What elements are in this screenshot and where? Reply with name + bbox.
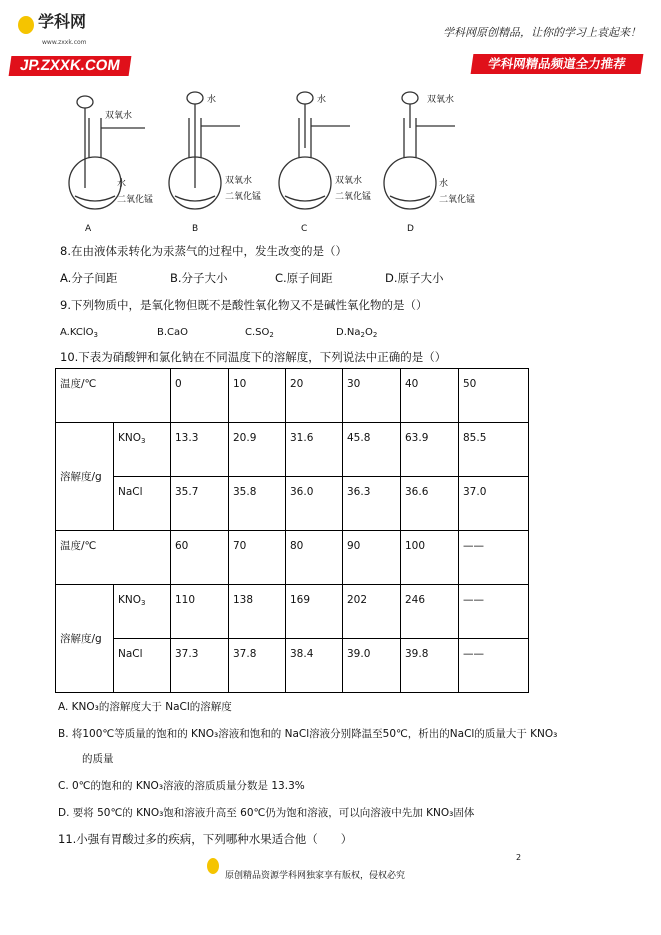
- table-cell: 202: [343, 585, 401, 639]
- q9-stem: 9.下列物质中，是氧化物但既不是酸性氧化物又不是碱性氧化物的是（）: [60, 298, 428, 312]
- table-cell: 37.8: [229, 639, 286, 693]
- q8-option-b[interactable]: B.分子大小: [170, 271, 228, 285]
- q10-option-d[interactable]: D. 要将 50℃的 KNO₃饱和溶液升高至 60℃仍为饱和溶液，可以向溶液中先加 KNO₃固体: [58, 807, 475, 819]
- table-cell: 40: [401, 369, 459, 423]
- table-cell: 35.8: [229, 477, 286, 531]
- reagent-label: 二氧化锰: [439, 195, 475, 205]
- solubility-table: [55, 368, 529, 693]
- q9-option-c[interactable]: $C.SO_2$: [245, 327, 274, 339]
- table-cell: NaCl: [114, 639, 171, 693]
- q10-option-c[interactable]: C. 0℃的饱和的 KNO₃溶液的溶质质量分数是 13.3%: [58, 780, 305, 792]
- temp-header: 温度/℃: [56, 369, 171, 423]
- table-row: [56, 531, 529, 585]
- table-cell: 溶解度/g: [56, 585, 114, 693]
- reagent-label: 水: [439, 179, 449, 189]
- table-row: [56, 423, 529, 477]
- table-cell: 30: [343, 369, 401, 423]
- figure-label: A: [85, 224, 92, 234]
- q8-option-a[interactable]: A.分子间距: [60, 271, 118, 285]
- logo-name: 学科网: [38, 12, 87, 31]
- table-row: [56, 477, 529, 531]
- figure-label: B: [192, 224, 199, 234]
- table-cell: 37.3: [171, 639, 229, 693]
- q8-option-c[interactable]: C.原子间距: [275, 271, 333, 285]
- table-cell: NaCl: [114, 477, 171, 531]
- table-cell: 63.9: [401, 423, 459, 477]
- table-cell: $KNO_3$: [114, 585, 171, 639]
- page-number: 2: [516, 853, 522, 862]
- table-cell: 100: [401, 531, 459, 585]
- logo-url: www.zxxk.com: [42, 39, 87, 46]
- site-logo: [12, 12, 102, 48]
- table-cell: 0: [171, 369, 229, 423]
- table-cell: 110: [171, 585, 229, 639]
- mascot-icon: [207, 858, 219, 874]
- table-cell: 60: [171, 531, 229, 585]
- table-cell: 70: [229, 531, 286, 585]
- table-cell: ——: [459, 585, 529, 639]
- slogan: 学科网原创精品，让你的学习上袁起来！: [443, 26, 641, 39]
- q9-option-d[interactable]: $D.Na_2O_2$: [336, 327, 378, 339]
- q9-option-b[interactable]: B.CaO: [157, 327, 189, 338]
- table-cell: 20.9: [229, 423, 286, 477]
- reagent-label: 二氧化锰: [225, 192, 262, 202]
- table-cell: 246: [401, 585, 459, 639]
- mascot-icon: [18, 16, 34, 34]
- copyright-footer: 原创精品资源学科网独家享有版权，侵权必究: [225, 871, 406, 881]
- apparatus-figure: [55, 88, 475, 238]
- table-cell: 36.3: [343, 477, 401, 531]
- q10-option-b[interactable]: B. 将100℃等质量的饱和的 KNO₃溶液和饱和的 NaCl溶液分别降温至50℃，析出的NaCl的质量大于 KNO₃: [58, 728, 558, 740]
- table-cell: 169: [286, 585, 343, 639]
- table-cell: 39.8: [401, 639, 459, 693]
- table-cell: 10: [229, 369, 286, 423]
- table-cell: 20: [286, 369, 343, 423]
- figure-label: D: [407, 224, 414, 234]
- table-cell: 45.8: [343, 423, 401, 477]
- table-cell: 138: [229, 585, 286, 639]
- table-cell: 90: [343, 531, 401, 585]
- table-cell: 80: [286, 531, 343, 585]
- apparatus-d: [384, 92, 455, 209]
- q9-option-a[interactable]: A.KClO$_3$: [60, 327, 98, 339]
- table-cell: 36.6: [401, 477, 459, 531]
- table-cell: ——: [459, 639, 529, 693]
- table-row: [56, 369, 529, 423]
- reagent-label: 水: [207, 95, 217, 105]
- reagent-label: 二氧化锰: [117, 195, 154, 205]
- table-cell: 溶解度/g: [56, 423, 114, 531]
- table-row: [56, 639, 529, 693]
- table-cell: 温度/℃: [56, 531, 171, 585]
- reagent-label: 水: [117, 179, 127, 189]
- recommend-banner: 学科网精品频道全力推荐: [471, 54, 644, 74]
- table-cell: 36.0: [286, 477, 343, 531]
- table-row: [56, 585, 529, 639]
- site-banner[interactable]: JP.ZXXK.COM: [9, 56, 132, 76]
- table-cell: 38.4: [286, 639, 343, 693]
- table-cell: 39.0: [343, 639, 401, 693]
- table-cell: 13.3: [171, 423, 229, 477]
- reagent-label: 双氧水: [225, 176, 253, 186]
- table-cell: 31.6: [286, 423, 343, 477]
- reagent-label: 双氧水: [105, 111, 133, 121]
- reagent-label: 二氧化锰: [335, 192, 372, 202]
- reagent-label: 双氧水: [335, 176, 363, 186]
- q8-option-d[interactable]: D.原子大小: [385, 271, 444, 285]
- q10-option-b-cont: 的质量: [82, 753, 114, 765]
- q10-stem: 10.下表为硝酸钾和氯化钠在不同温度下的溶解度，下列说法中正确的是（）: [60, 350, 447, 364]
- reagent-label: 双氧水: [427, 95, 455, 105]
- table-cell: 37.0: [459, 477, 529, 531]
- table-cell: $KNO_3$: [114, 423, 171, 477]
- q10-option-a[interactable]: A. KNO₃的溶解度大于 NaCl的溶解度: [58, 701, 232, 713]
- reagent-label: 水: [317, 95, 327, 105]
- table-cell: 35.7: [171, 477, 229, 531]
- table-cell: 50: [459, 369, 529, 423]
- q11-stem: 11.小强有胃酸过多的疾病，下列哪种水果适合他（ ）: [58, 832, 353, 846]
- q8-stem: 8.在由液体汞转化为汞蒸气的过程中，发生改变的是（）: [60, 244, 347, 258]
- table-cell: ——: [459, 531, 529, 585]
- table-cell: 85.5: [459, 423, 529, 477]
- figure-label: C: [301, 224, 308, 234]
